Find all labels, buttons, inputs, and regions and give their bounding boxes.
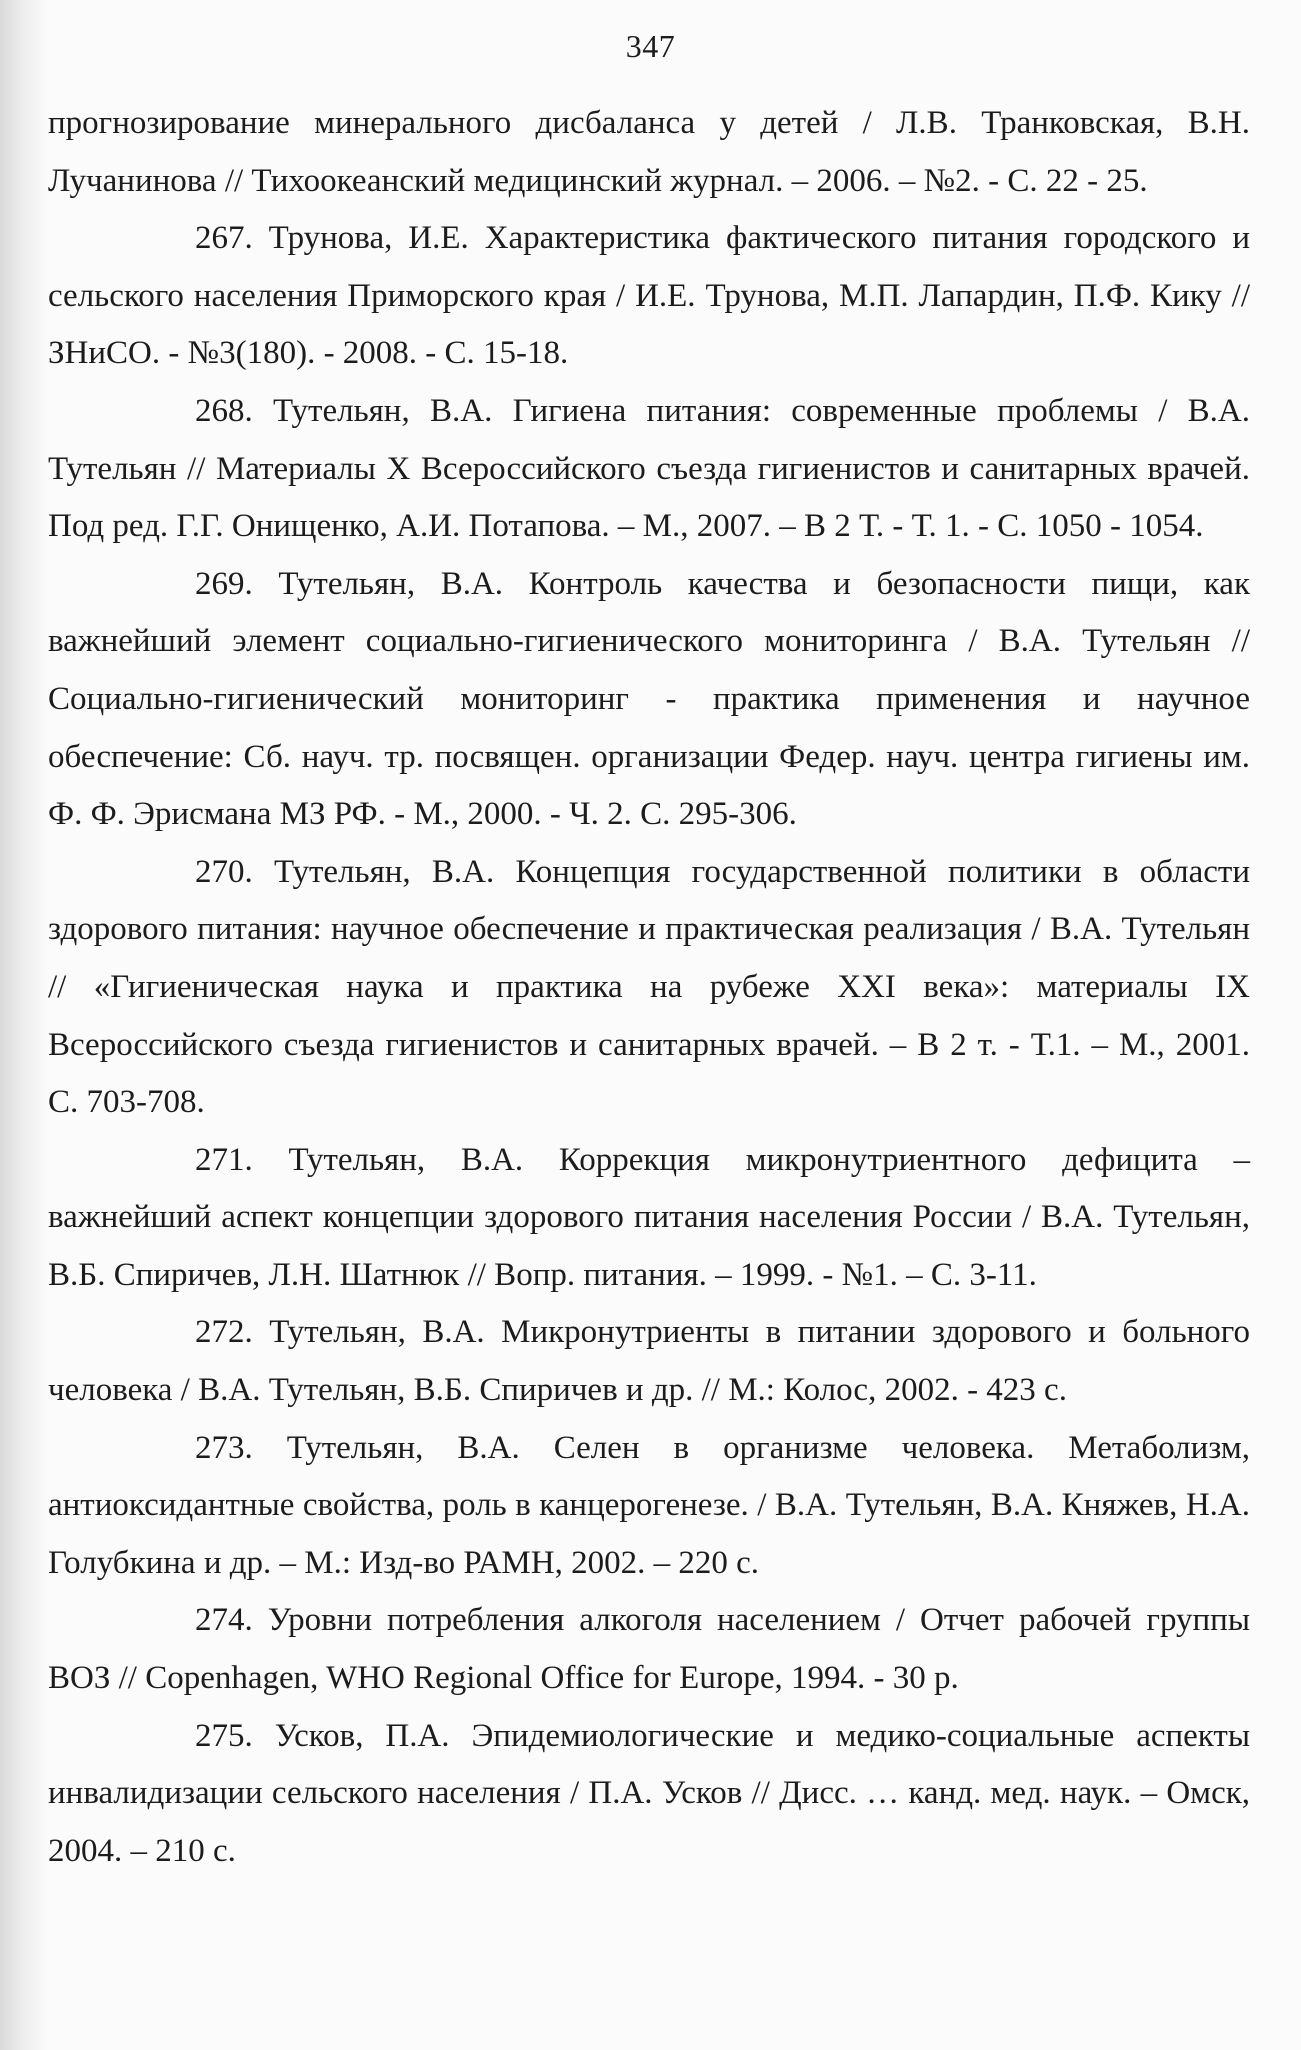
bibliography-list (48, 95, 1250, 1880)
bibliography-entry-267: 267. Трунова, И.Е. Характеристика фактического питания городского и сельского населения Приморского края / И.Е. Трунова, М.П. Лапардин, П.Ф. Кику // ЗНиСО. - №3(180). - 2008. - С. 15-18. (48, 220, 1250, 372)
bibliography-entry-273: 273. Тутельян, В.А. Селен в организме человека. Метаболизм, антиоксидантные свойства, роль в канцерогенезе. / В.А. Тутельян, В.А. Княжев, Н.А. Голубкина и др. – М.: Изд-во РАМН, 2002. – 220 с. (48, 1429, 1250, 1581)
scan-edge-shadow (0, 0, 48, 2050)
bibliography-entry-continuation: прогнозирование минерального дисбаланса у детей / Л.В. Транковская, В.Н. Лучанинова // Тихоокеанский медицинский журнал. – 2006. – №2. - С. 22 - 25. (48, 105, 1250, 199)
bibliography-entry-271: 271. Тутельян, В.А. Коррекция микронутриентного дефицита – важнейший аспект концепции здорового питания населения России / В.А. Тутельян, В.Б. Спиричев, Л.Н. Шатнюк // Вопр. питания. – 1999. - №1. – С. 3-11. (48, 1141, 1250, 1293)
page-number: 347 (625, 28, 676, 64)
bibliography-entry-274: 274. Уровни потребления алкоголя населением / Отчет рабочей группы ВОЗ // Copenhagen, WHO Regional Office for Europe, 1994. - 30 p. (48, 1602, 1250, 1697)
bibliography-entry-275: 275. Усков, П.А. Эпидемиологические и медико-социальные аспекты инвалидизации сельского населения / П.А. Усков // Дисс. … канд. мед. наук. – Омск, 2004. – 210 с. (48, 1717, 1250, 1869)
bibliography-entry-272: 272. Тутельян, В.А. Микронутриенты в питании здорового и больного человека / В.А. Тутельян, В.Б. Спиричев и др. // М.: Колос, 2002. - 423 с. (48, 1314, 1250, 1409)
bibliography-entry-269: 269. Тутельян, В.А. Контроль качества и безопасности пищи, как важнейший элемент социально-гигиенического мониторинга / В.А. Тутельян // Социально-гигиенический мониторинг - практика применения и научное обеспечение: Сб. науч. тр. посвящен. организации Федер. науч. центра гигиены им. Ф. Ф. Эрисмана МЗ РФ. - М., 2000. - Ч. 2. С. 295-306. (48, 565, 1250, 833)
bibliography-entry-270: 270. Тутельян, В.А. Концепция государственной политики в области здорового питания: научное обеспечение и практическая реализация / В.А. Тутельян // «Гигиеническая наука и практика на рубеже XXI века»: материалы IX Всероссийского съезда гигиенистов и санитарных врачей. – В 2 т. - Т.1. – М., 2001. С. 703-708. (48, 853, 1250, 1121)
bibliography-entry-268: 268. Тутельян, В.А. Гигиена питания: современные проблемы / В.А. Тутельян // Материалы X Всероссийского съезда гигиенистов и санитарных врачей. Под ред. Г.Г. Онищенко, А.И. Потапова. – М., 2007. – В 2 Т. - Т. 1. - С. 1050 - 1054. (48, 392, 1250, 545)
